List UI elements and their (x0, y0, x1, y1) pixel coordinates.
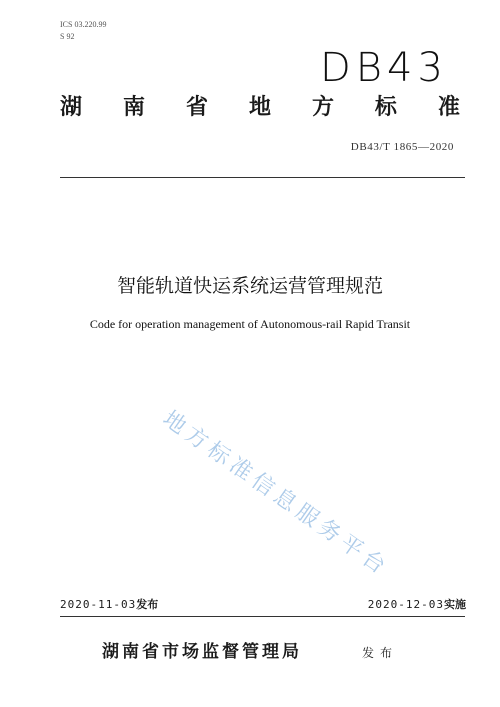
publish-label: 发布 (136, 598, 159, 611)
implement-date-value: 2020-12-03 (367, 598, 444, 611)
standard-type-char: 准 (437, 95, 460, 120)
implement-label: 实施 (444, 598, 466, 611)
top-divider (60, 177, 465, 178)
publish-date (60, 597, 158, 613)
ccs-code: S 92 (60, 32, 75, 41)
document-title-english: Code for operation management of Autonomous-rail Rapid Transit (89, 317, 411, 331)
standard-type-title (60, 94, 460, 122)
issuing-authority: 湖南省市场监督管理局 (102, 642, 302, 662)
watermark: 地方标准信息服务平台 (158, 406, 394, 582)
standard-number: DB43/T 1865—2020 (350, 141, 454, 153)
implement-date (300, 597, 466, 613)
standard-type-char: 地 (248, 95, 271, 120)
standard-type-char: 省 (185, 95, 208, 120)
bottom-divider (60, 616, 465, 617)
standard-type-char: 标 (374, 95, 397, 120)
db-code: DB43 (320, 45, 448, 91)
publish-date-value: 2020-11-03 (60, 598, 137, 611)
standard-type-char: 方 (311, 95, 334, 120)
issued-label: 发布 (362, 646, 399, 660)
ics-code: ICS 03.220.99 (60, 20, 107, 29)
standard-type-char: 南 (122, 95, 145, 120)
document-title-chinese: 智能轨道快运系统运营管理规范 (116, 275, 383, 297)
standard-type-char: 湖 (60, 95, 83, 120)
